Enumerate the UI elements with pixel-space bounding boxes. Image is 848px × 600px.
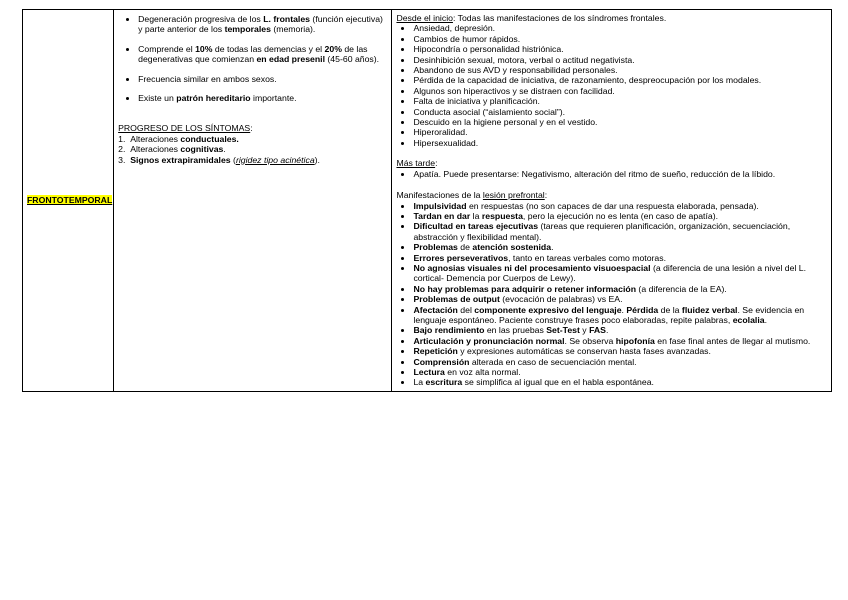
list-item: 2. Alteraciones cognitivas. [118, 144, 226, 155]
list-item: • Frecuencia similar en ambos sexos. [138, 74, 387, 84]
row-label-cell [23, 10, 114, 392]
lesion-heading: Manifestaciones de la lesión prefrontal: [396, 190, 548, 201]
row-label: FRONTOTEMPORAL [27, 195, 113, 206]
list-item: • Impulsividad en respuestas (no son capaces de dar una respuesta elaborada, pensada). [413, 201, 827, 211]
list-item: • Comprende el 10% de todas las demencias y el 20% de las degenerativas que comienzan en edad presenil (45-60 años). [138, 44, 387, 65]
list-item: • Tardan en dar la respuesta, pero la ejecución no es lenta (en caso de apatía). [413, 211, 827, 221]
list-item: • Apatía. Puede presentarse: Negativismo, alteración del ritmo de sueño, reducción de la líbido. [413, 169, 827, 179]
list-item: 1. Alteraciones conductuales. [118, 133, 239, 144]
manifestations-cell [392, 10, 832, 392]
inicio-list [396, 23, 827, 148]
tarde-list [396, 169, 827, 179]
summary-list [118, 14, 387, 103]
frontotemporal-table [22, 9, 832, 392]
list-item: • Degeneración progresiva de los L. frontales (función ejecutiva) y parte anterior de los temporales (memoria). [138, 14, 387, 35]
list-item: • Desinhibición sexual, motora, verbal o actitud negativista. [413, 55, 827, 65]
list-item: • Existe un patrón hereditario importante. [138, 93, 387, 103]
list-item: • No hay problemas para adquirir o retener información (a diferencia de la EA). [413, 284, 827, 294]
list-item: • Abandono de sus AVD y responsabilidad personales. [413, 65, 827, 75]
lesion-list [396, 201, 827, 388]
list-item: • Errores perseverativos, tanto en tareas verbales como motoras. [413, 253, 827, 263]
list-item: • Afectación del componente expresivo del lenguaje. Pérdida de la fluidez verbal. Se evidencia en lenguaje espontáneo. Paciente construye frases poco elaboradas, repite palabras, ecolalia. [413, 305, 827, 326]
list-item: 3. Signos extrapiramidales (rigidez tipo acinética). [118, 154, 320, 165]
list-item: • Problemas de atención sostenida. [413, 242, 827, 252]
table-row [23, 10, 832, 392]
list-item: • Articulación y pronunciación normal. Se observa hipofonía en fase final antes de llegar al mutismo. [413, 336, 827, 346]
list-item: • Bajo rendimiento en las pruebas Set-Test y FAS. [413, 325, 827, 335]
list-item: • Pérdida de la capacidad de iniciativa, de razonamiento, despreocupación por los modales. [413, 75, 827, 85]
progreso-list [118, 134, 387, 165]
list-item: • Hipersexualidad. [413, 138, 827, 148]
list-item: • Cambios de humor rápidos. [413, 34, 827, 44]
list-item: • Lectura en voz alta normal. [413, 367, 827, 377]
list-item: • Hiperoralidad. [413, 127, 827, 137]
list-item: • Falta de iniciativa y planificación. [413, 96, 827, 106]
list-item: • Problemas de output (evocación de palabras) vs EA. [413, 294, 827, 304]
inicio-heading: Desde el inicio: Todas las manifestaciones de los síndromes frontales. [396, 13, 667, 23]
list-item: • Hipocondría o personalidad histriónica. [413, 44, 827, 54]
list-item: • Algunos son hiperactivos y se distraen con facilidad. [413, 86, 827, 96]
list-item: • No agnosias visuales ni del procesamiento visuoespacial (a diferencia de una lesión a nivel del L. cortical- Demencia por Cuerpos de Lewy). [413, 263, 827, 284]
list-item: • Comprensión alterada en caso de secuenciación mental. [413, 357, 827, 367]
list-item: • Ansiedad, depresión. [413, 23, 827, 33]
summary-cell [114, 10, 392, 392]
list-item: • Conducta asocial (“aislamiento social”). [413, 107, 827, 117]
list-item: • Repetición y expresiones automáticas se conservan hasta fases avanzadas. [413, 346, 827, 356]
progreso-heading: PROGRESO DE LOS SÍNTOMAS: [118, 123, 253, 134]
list-item: • Dificultad en tareas ejecutivas (tareas que requieren planificación, organización, secuenciación, abstracción y flexibilidad mental). [413, 221, 827, 242]
list-item: • Descuido en la higiene personal y en el vestido. [413, 117, 827, 127]
tarde-heading: Más tarde: [396, 158, 438, 169]
list-item: • La escritura se simplifica al igual que en el habla espontánea. [413, 377, 827, 387]
